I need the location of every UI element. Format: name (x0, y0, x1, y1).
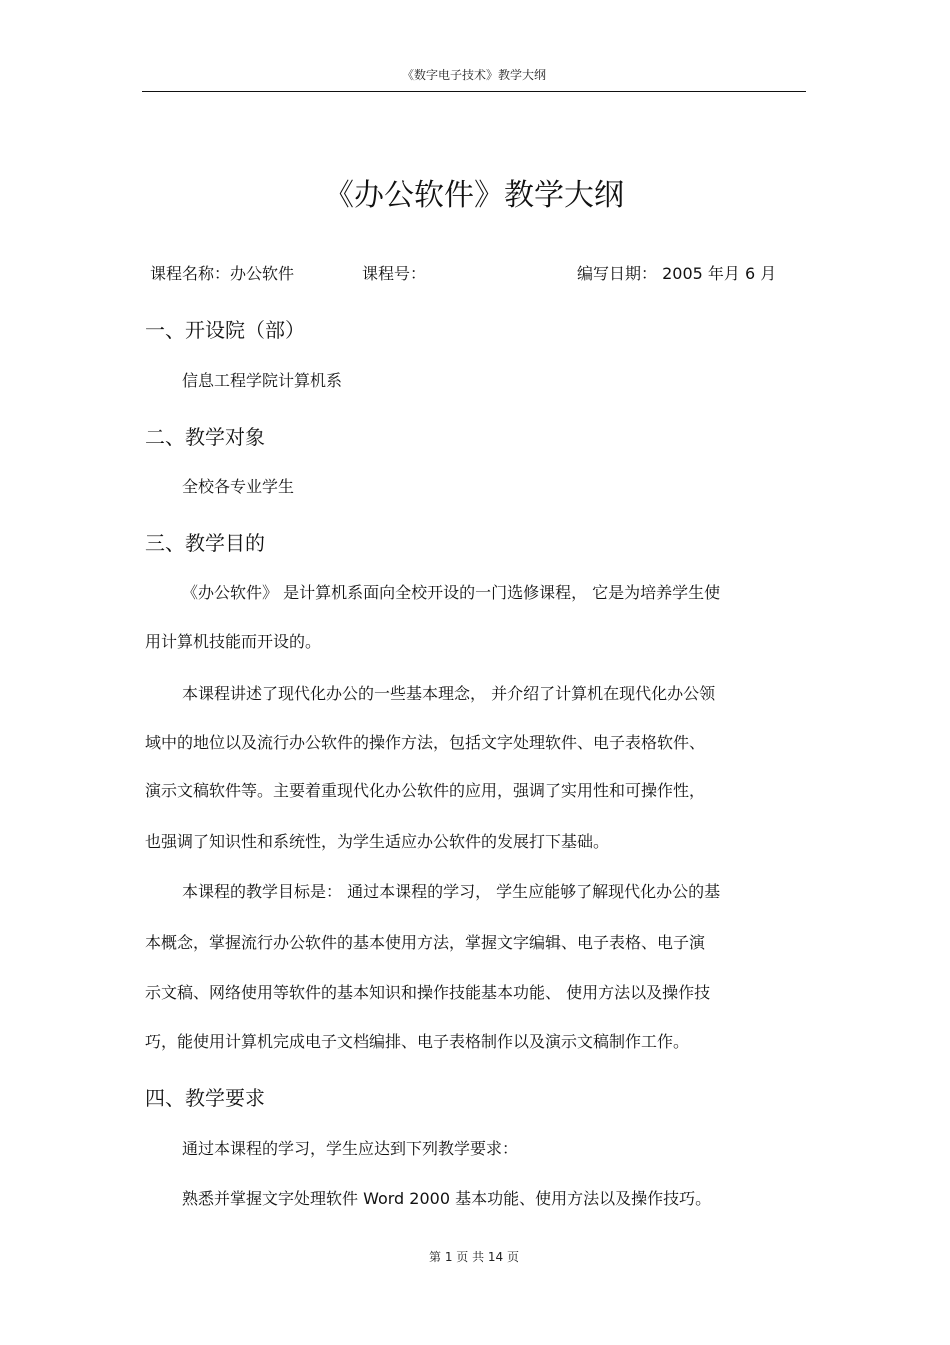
section-heading-2: 二、教学对象 (145, 425, 265, 449)
paragraph-line: 《办公软件》 是计算机系面向全校开设的一门选修课程， 它是为培养学生使 (182, 583, 721, 602)
paragraph-line: 本课程讲述了现代化办公的一些基本理念， 并介绍了计算机在现代化办公领 (182, 684, 716, 703)
paragraph-line: 用计算机技能而开设的。 (145, 632, 322, 651)
compile-date: 编写日期： 2005 年月 6 月 (577, 264, 777, 283)
paragraph-line: 示文稿、网络使用等软件的基本知识和操作技能基本功能、 使用方法以及操作技 (145, 983, 711, 1002)
paragraph-line: 演示文稿软件等。主要着重现代化办公软件的应用，强调了实用性和可操作性， (145, 781, 706, 800)
header-rule (142, 91, 806, 92)
section-heading-4: 四、教学要求 (145, 1086, 265, 1110)
course-name: 课程名称：办公软件 (150, 264, 295, 283)
running-header: 《数字电子技术》教学大纲 (401, 68, 546, 82)
section-1-line: 信息工程学院计算机系 (182, 371, 343, 390)
page-footer: 第 1 页 共 14 页 (429, 1250, 519, 1264)
paragraph-line: 通过本课程的学习，学生应达到下列教学要求： (182, 1139, 519, 1158)
paragraph-line: 域中的地位以及流行办公软件的操作方法，包括文字处理软件、电子表格软件、 (145, 733, 706, 752)
paragraph-line: 熟悉并掌握文字处理软件 Word 2000 基本功能、使用方法以及操作技巧。 (182, 1189, 712, 1208)
paragraph-line: 也强调了知识性和系统性，为学生适应办公软件的发展打下基础。 (145, 832, 610, 851)
section-2-line: 全校各专业学生 (182, 477, 295, 496)
paragraph-line: 本课程的教学目标是： 通过本课程的学习， 学生应能够了解现代化办公的基 (182, 882, 721, 901)
paragraph-line: 本概念，掌握流行办公软件的基本使用方法，掌握文字编辑、电子表格、电子演 (145, 933, 706, 952)
document-title: 《办公软件》教学大纲 (324, 178, 624, 213)
course-number: 课程号： (362, 264, 427, 283)
section-heading-1: 一、开设院（部） (145, 318, 305, 342)
paragraph-line: 巧，能使用计算机完成电子文档编排、电子表格制作以及演示文稿制作工作。 (145, 1032, 690, 1051)
section-heading-3: 三、教学目的 (145, 531, 265, 555)
